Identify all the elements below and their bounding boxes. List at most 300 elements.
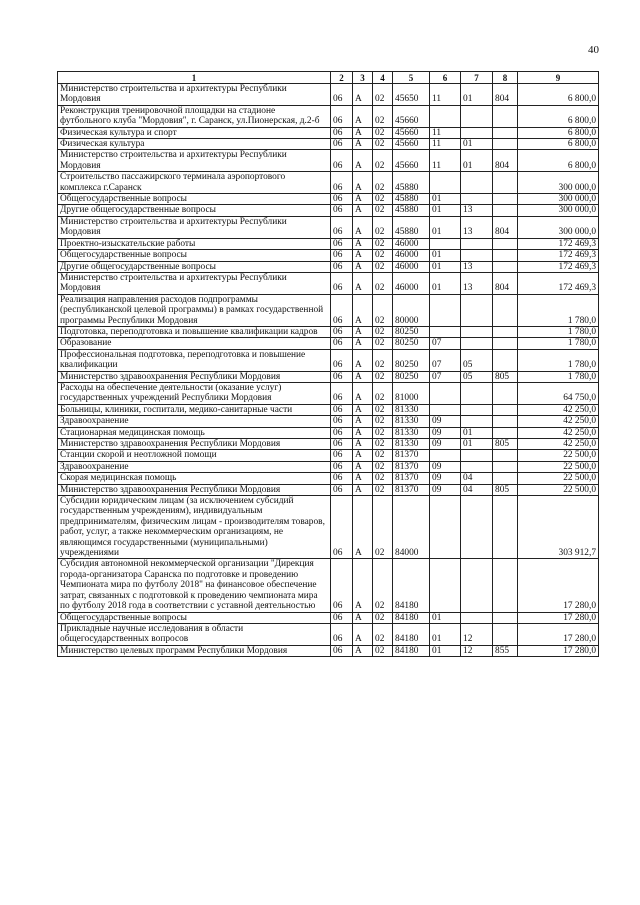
code-subsection-cell [461,250,493,261]
code-department-cell: 805 [493,371,518,382]
code-subsection-cell [461,338,493,349]
code-program-cell: А [353,450,373,461]
code-department-cell [493,326,518,337]
table-row [58,238,599,249]
code-department-cell [493,139,518,150]
code-program-cell: А [353,105,373,127]
item-name-cell: Образование [58,338,331,349]
code-direction-cell: 46000 [393,238,430,249]
code-subsection-cell: 05 [461,349,493,371]
table-row [58,194,599,205]
code-direction-cell: 81330 [393,404,430,415]
code-program-cell: А [353,205,373,216]
code-department-cell: 804 [493,150,518,172]
code-department-cell [493,450,518,461]
code-subprogram-cell: 02 [373,623,393,645]
code-ministry-cell: 06 [331,484,353,495]
code-program-cell: А [353,326,373,337]
code-subprogram-cell: 02 [373,172,393,194]
code-section-cell [430,496,461,559]
code-subprogram-cell: 02 [373,450,393,461]
item-name-cell: Министерство строительства и архитектуры Республики Мордовия [58,216,331,238]
amount-cell: 172 469,3 [518,261,599,272]
code-section-cell: 07 [430,338,461,349]
table-row [58,473,599,484]
code-direction-cell: 46000 [393,250,430,261]
code-ministry-cell: 06 [331,496,353,559]
code-ministry-cell: 06 [331,645,353,656]
code-section-cell: 09 [430,439,461,450]
code-subsection-cell [461,461,493,472]
amount-cell: 303 912,7 [518,496,599,559]
code-program-cell: А [353,84,373,106]
code-section-cell [430,450,461,461]
code-department-cell [493,404,518,415]
table-row [58,461,599,472]
code-subsection-cell: 01 [461,427,493,438]
item-name-cell: Станции скорой и неотложной помощи [58,450,331,461]
code-ministry-cell: 06 [331,205,353,216]
column-header: 1 [58,72,331,84]
code-ministry-cell: 06 [331,127,353,138]
code-subsection-cell [461,382,493,404]
code-subsection-cell: 12 [461,645,493,656]
code-subprogram-cell: 02 [373,216,393,238]
table-row [58,326,599,337]
code-subprogram-cell: 02 [373,150,393,172]
item-name-cell: Общегосударственные вопросы [58,612,331,623]
table-row [58,439,599,450]
amount-cell: 1 780,0 [518,294,599,326]
code-direction-cell: 84180 [393,623,430,645]
code-section-cell [430,238,461,249]
code-section-cell [430,382,461,404]
table-row [58,250,599,261]
code-program-cell: А [353,272,373,294]
code-ministry-cell: 06 [331,139,353,150]
code-section-cell [430,294,461,326]
code-direction-cell: 80250 [393,349,430,371]
code-subprogram-cell: 02 [373,338,393,349]
table-row [58,349,599,371]
code-direction-cell: 45880 [393,205,430,216]
column-header: 4 [373,72,393,84]
item-name-cell: Физическая культура и спорт [58,127,331,138]
code-direction-cell: 45880 [393,194,430,205]
code-program-cell: А [353,559,373,612]
item-name-cell: Министерство здравоохранения Республики Мордовия [58,439,331,450]
code-section-cell: 01 [430,612,461,623]
item-name-cell: Строительство пассажирского терминала аэропортового комплекса г.Саранск [58,172,331,194]
code-ministry-cell: 06 [331,216,353,238]
code-department-cell [493,205,518,216]
code-ministry-cell: 06 [331,612,353,623]
code-direction-cell: 81330 [393,439,430,450]
code-department-cell: 804 [493,272,518,294]
code-program-cell: А [353,194,373,205]
table-row [58,172,599,194]
amount-cell: 300 000,0 [518,194,599,205]
item-name-cell: Подготовка, переподготовка и повышение квалификации кадров [58,326,331,337]
item-name-cell: Министерство строительства и архитектуры Республики Мордовия [58,84,331,106]
amount-cell: 6 800,0 [518,105,599,127]
code-subsection-cell [461,559,493,612]
code-program-cell: А [353,238,373,249]
code-direction-cell: 80250 [393,326,430,337]
table-body [58,84,599,657]
code-subsection-cell [461,105,493,127]
item-name-cell: Реализация направления расходов подпрограммы (республиканской целевой программы) в рамках государственной программы Республики Мордовия [58,294,331,326]
code-subsection-cell: 12 [461,623,493,645]
code-department-cell [493,349,518,371]
amount-cell: 42 250,0 [518,416,599,427]
amount-cell: 172 469,3 [518,250,599,261]
table-row [58,623,599,645]
code-department-cell: 804 [493,84,518,106]
amount-cell: 17 280,0 [518,645,599,656]
code-program-cell: А [353,127,373,138]
code-subprogram-cell: 02 [373,139,393,150]
code-subprogram-cell: 02 [373,371,393,382]
code-department-cell: 855 [493,645,518,656]
code-direction-cell: 46000 [393,272,430,294]
code-program-cell: А [353,294,373,326]
table-row [58,484,599,495]
code-section-cell: 09 [430,427,461,438]
code-section-cell: 01 [430,645,461,656]
item-name-cell: Здравоохранение [58,416,331,427]
table-row [58,127,599,138]
header-row [58,72,599,84]
item-name-cell: Реконструкция тренировочной площадки на стадионе футбольного клуба "Мордовия", г. Саранск, ул.Пионерская, д.2-б [58,105,331,127]
code-direction-cell: 81330 [393,416,430,427]
code-section-cell: 07 [430,349,461,371]
code-department-cell [493,461,518,472]
code-subprogram-cell: 02 [373,238,393,249]
column-header: 2 [331,72,353,84]
code-ministry-cell: 06 [331,623,353,645]
code-program-cell: А [353,371,373,382]
table-row [58,216,599,238]
code-program-cell: А [353,461,373,472]
table-row [58,205,599,216]
code-ministry-cell: 06 [331,427,353,438]
item-name-cell: Здравоохранение [58,461,331,472]
code-direction-cell: 45660 [393,139,430,150]
amount-cell: 42 250,0 [518,427,599,438]
code-program-cell: А [353,139,373,150]
code-direction-cell: 45880 [393,172,430,194]
code-department-cell [493,338,518,349]
item-name-cell: Физическая культура [58,139,331,150]
code-subsection-cell [461,612,493,623]
amount-cell: 172 469,3 [518,238,599,249]
code-program-cell: А [353,250,373,261]
code-department-cell [493,105,518,127]
table-row [58,496,599,559]
amount-cell: 17 280,0 [518,623,599,645]
amount-cell: 22 500,0 [518,450,599,461]
code-department-cell [493,427,518,438]
code-ministry-cell: 06 [331,261,353,272]
item-name-cell: Скорая медицинская помощь [58,473,331,484]
item-name-cell: Субсидия автономной некоммерческой организации "Дирекция города-организатора Саранска по подготовке и проведению Чемпионата мира по футболу 2018" на финансовое обеспечение затрат, связанных с подготовкой к проведению чемпионата мира по футболу 2018 года в соответствии с уставной деятельностью [58,559,331,612]
amount-cell: 6 800,0 [518,127,599,138]
code-program-cell: А [353,484,373,495]
code-subsection-cell: 13 [461,272,493,294]
item-name-cell: Общегосударственные вопросы [58,250,331,261]
code-ministry-cell: 06 [331,371,353,382]
item-name-cell: Расходы на обеспечение деятельности (оказание услуг) государственных учреждений Республики Мордовия [58,382,331,404]
code-subprogram-cell: 02 [373,427,393,438]
code-direction-cell: 80250 [393,338,430,349]
code-direction-cell: 46000 [393,261,430,272]
code-program-cell: А [353,427,373,438]
column-header: 5 [393,72,430,84]
table-row [58,150,599,172]
table-row [58,559,599,612]
code-section-cell: 11 [430,127,461,138]
code-direction-cell: 81370 [393,484,430,495]
code-direction-cell: 84000 [393,496,430,559]
code-direction-cell: 81000 [393,382,430,404]
code-section-cell: 01 [430,250,461,261]
code-subprogram-cell: 02 [373,84,393,106]
amount-cell: 64 750,0 [518,382,599,404]
code-subsection-cell [461,294,493,326]
code-section-cell: 11 [430,84,461,106]
code-direction-cell: 45660 [393,127,430,138]
code-ministry-cell: 06 [331,326,353,337]
code-program-cell: А [353,416,373,427]
code-ministry-cell: 06 [331,172,353,194]
code-subprogram-cell: 02 [373,250,393,261]
amount-cell: 1 780,0 [518,349,599,371]
code-department-cell: 805 [493,484,518,495]
amount-cell: 300 000,0 [518,172,599,194]
item-name-cell: Проектно-изыскательские работы [58,238,331,249]
code-department-cell [493,559,518,612]
table-row [58,382,599,404]
amount-cell: 1 780,0 [518,371,599,382]
code-section-cell: 01 [430,261,461,272]
code-subsection-cell [461,416,493,427]
code-direction-cell: 84180 [393,559,430,612]
code-ministry-cell: 06 [331,194,353,205]
code-program-cell: А [353,439,373,450]
code-program-cell: А [353,382,373,404]
code-section-cell: 09 [430,473,461,484]
code-ministry-cell: 06 [331,559,353,612]
code-section-cell: 01 [430,272,461,294]
amount-cell: 17 280,0 [518,559,599,612]
code-direction-cell: 81330 [393,427,430,438]
code-department-cell [493,623,518,645]
code-section-cell [430,105,461,127]
code-ministry-cell: 06 [331,250,353,261]
amount-cell: 300 000,0 [518,205,599,216]
code-subprogram-cell: 02 [373,473,393,484]
table-row [58,139,599,150]
code-subsection-cell: 01 [461,439,493,450]
code-department-cell [493,382,518,404]
code-subsection-cell: 04 [461,473,493,484]
column-header: 6 [430,72,461,84]
code-program-cell: А [353,496,373,559]
table-row [58,404,599,415]
code-section-cell: 01 [430,205,461,216]
amount-cell: 1 780,0 [518,326,599,337]
code-direction-cell: 80250 [393,371,430,382]
column-header: 3 [353,72,373,84]
code-subsection-cell: 13 [461,261,493,272]
code-department-cell [493,496,518,559]
code-subprogram-cell: 02 [373,205,393,216]
code-section-cell [430,404,461,415]
table-row [58,272,599,294]
code-department-cell: 805 [493,439,518,450]
code-subsection-cell: 05 [461,371,493,382]
code-section-cell: 07 [430,371,461,382]
code-ministry-cell: 06 [331,473,353,484]
code-subsection-cell [461,127,493,138]
amount-cell: 172 469,3 [518,272,599,294]
code-program-cell: А [353,404,373,415]
item-name-cell: Министерство строительства и архитектуры Республики Мордовия [58,272,331,294]
amount-cell: 6 800,0 [518,84,599,106]
code-subprogram-cell: 02 [373,461,393,472]
table-row [58,612,599,623]
code-subprogram-cell: 02 [373,439,393,450]
code-ministry-cell: 06 [331,416,353,427]
amount-cell: 6 800,0 [518,150,599,172]
code-subsection-cell: 04 [461,484,493,495]
code-section-cell: 01 [430,194,461,205]
code-department-cell [493,127,518,138]
code-direction-cell: 81370 [393,461,430,472]
code-ministry-cell: 06 [331,105,353,127]
code-subsection-cell: 01 [461,84,493,106]
code-subprogram-cell: 02 [373,404,393,415]
code-subprogram-cell: 02 [373,612,393,623]
amount-cell: 300 000,0 [518,216,599,238]
item-name-cell: Министерство здравоохранения Республики Мордовия [58,371,331,382]
code-department-cell [493,612,518,623]
amount-cell: 22 500,0 [518,484,599,495]
code-section-cell [430,559,461,612]
code-department-cell [493,250,518,261]
code-program-cell: А [353,473,373,484]
amount-cell: 22 500,0 [518,461,599,472]
code-program-cell: А [353,338,373,349]
code-ministry-cell: 06 [331,294,353,326]
code-subprogram-cell: 02 [373,326,393,337]
code-program-cell: А [353,349,373,371]
table-row [58,294,599,326]
code-ministry-cell: 06 [331,150,353,172]
code-department-cell [493,238,518,249]
table-row [58,427,599,438]
code-program-cell: А [353,623,373,645]
code-direction-cell: 45880 [393,216,430,238]
code-subsection-cell: 13 [461,216,493,238]
column-header: 7 [461,72,493,84]
code-program-cell: А [353,645,373,656]
code-department-cell [493,416,518,427]
budget-table [57,71,599,657]
table-row [58,645,599,656]
amount-cell: 42 250,0 [518,439,599,450]
code-section-cell: 11 [430,139,461,150]
code-ministry-cell: 06 [331,439,353,450]
table-row [58,338,599,349]
column-header: 9 [518,72,599,84]
item-name-cell: Прикладные научные исследования в области общегосударственных вопросов [58,623,331,645]
code-section-cell: 09 [430,484,461,495]
code-subsection-cell [461,194,493,205]
code-subprogram-cell: 02 [373,261,393,272]
table-row [58,450,599,461]
item-name-cell: Другие общегосударственные вопросы [58,205,331,216]
code-subprogram-cell: 02 [373,294,393,326]
code-direction-cell: 45660 [393,105,430,127]
code-section-cell: 09 [430,461,461,472]
code-subsection-cell [461,326,493,337]
code-direction-cell: 80000 [393,294,430,326]
code-subprogram-cell: 02 [373,349,393,371]
item-name-cell: Министерство здравоохранения Республики Мордовия [58,484,331,495]
code-program-cell: А [353,172,373,194]
code-section-cell: 01 [430,216,461,238]
code-ministry-cell: 06 [331,272,353,294]
table-row [58,261,599,272]
code-subprogram-cell: 02 [373,416,393,427]
table-row [58,84,599,106]
code-direction-cell: 81370 [393,450,430,461]
item-name-cell: Другие общегосударственные вопросы [58,261,331,272]
code-subsection-cell [461,404,493,415]
item-name-cell: Общегосударственные вопросы [58,194,331,205]
code-ministry-cell: 06 [331,349,353,371]
item-name-cell: Больницы, клиники, госпитали, медико-санитарные части [58,404,331,415]
table-row [58,105,599,127]
code-subsection-cell [461,172,493,194]
code-program-cell: А [353,261,373,272]
table-row [58,371,599,382]
code-section-cell [430,326,461,337]
item-name-cell: Субсидии юридическим лицам (за исключением субсидий государственным учреждениям), индивидуальным предпринимателям, физическим лицам - производителям товаров, работ, услуг, а также некоммерческим организациям, не являющимся государственными (муниципальными) учреждениями [58,496,331,559]
amount-cell: 1 780,0 [518,338,599,349]
item-name-cell: Стационарная медицинская помощь [58,427,331,438]
code-subsection-cell: 01 [461,139,493,150]
code-direction-cell: 45650 [393,84,430,106]
code-ministry-cell: 06 [331,404,353,415]
code-ministry-cell: 06 [331,238,353,249]
code-subprogram-cell: 02 [373,127,393,138]
table-row [58,416,599,427]
code-program-cell: А [353,216,373,238]
code-ministry-cell: 06 [331,450,353,461]
code-subprogram-cell: 02 [373,484,393,495]
amount-cell: 17 280,0 [518,612,599,623]
code-subprogram-cell: 02 [373,194,393,205]
item-name-cell: Министерство строительства и архитектуры Республики Мордовия [58,150,331,172]
code-ministry-cell: 06 [331,461,353,472]
code-direction-cell: 84180 [393,612,430,623]
code-subsection-cell: 01 [461,150,493,172]
code-subsection-cell [461,238,493,249]
code-subprogram-cell: 02 [373,645,393,656]
